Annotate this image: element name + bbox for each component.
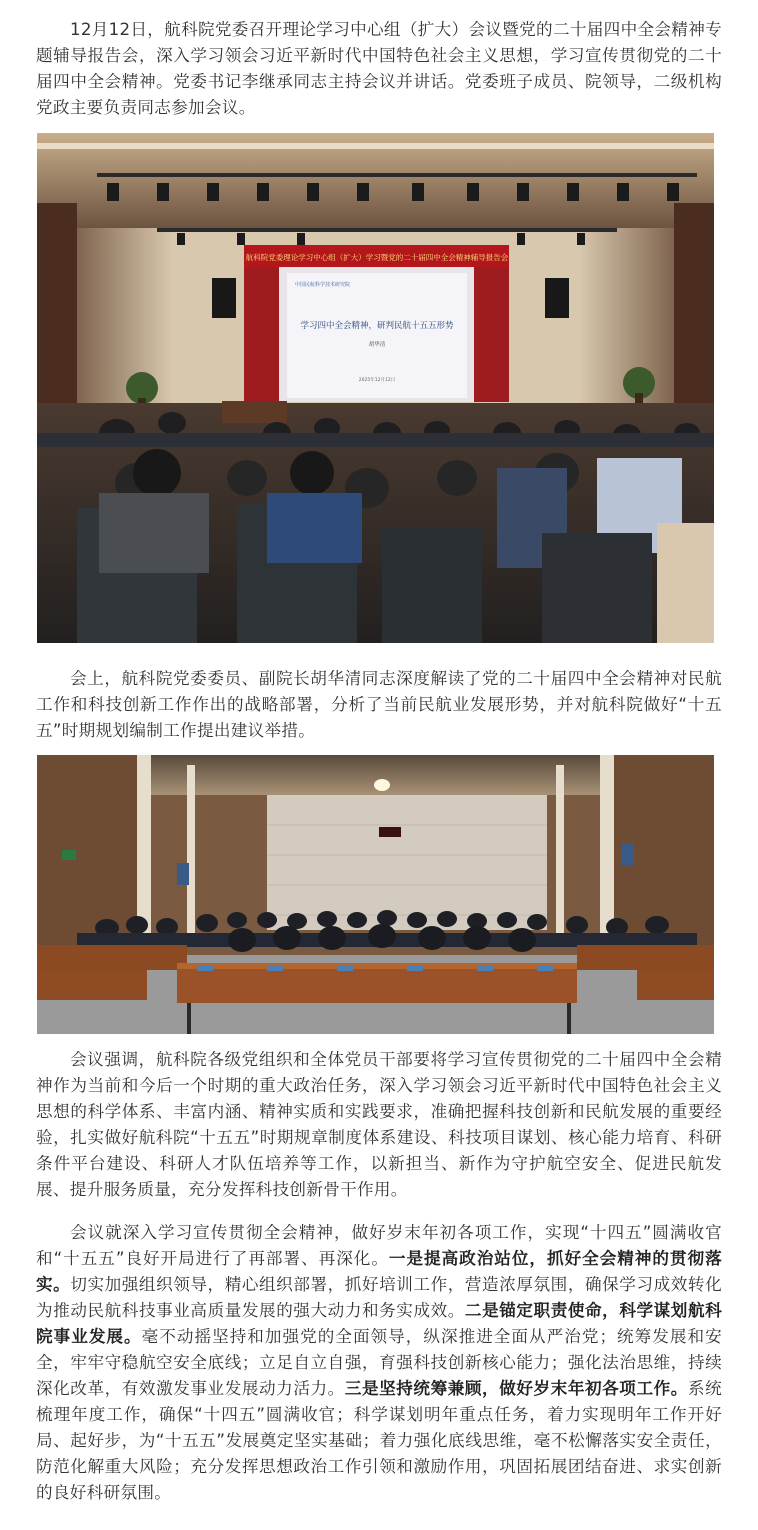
point-three-text: 系统梳理年度工作，确保“十四五”圆满收官；科学谋划明年重点任务，着力实现明年工作开好局、起好步，为“十五五”发展奠定坚实基础；着力强化底线思维，毫不松懈落实安全责任，防范化解重大风险；充分发挥思想政治工作引领和激励作用，巩固拓展团结奋进、求实创新的良好科研氛围。 [36,1379,722,1502]
point-one-heading: 一是提高政治站位，抓好全会精神的贯彻落实。 [36,1249,722,1294]
emphasis-paragraph: 会议强调，航科院各级党组织和全体党员干部要将学习宣传贯彻党的二十届四中全会精神作为当前和今后一个时期的重大政治任务，深入学习领会习近平新时代中国特色社会主义思想的科学体系、丰富内涵、精神实质和实践要求，准确把握科技创新和民航发展的重要经验，扎实做好航科院“十五五”时期规章制度体系建设、科技项目谋划、核心能力培育、科研条件平台建设、科研人才队伍培养等工作，以新担当、新作为守护航空安全、促进民航发展、提升服务质量，充分发挥科技创新骨干作用。 [36,1050,722,1199]
meeting-photo-2 [37,755,714,1034]
point-two-text: 毫不动摇坚持和加强党的全面领导，纵深推进全面从严治党；统筹发展和安全，牢牢守稳航空安全底线；立足自立自强，育强科技创新核心能力；强化法治思维，持续深化改革，有效激发事业发展动力活力。 [36,1327,722,1398]
point-one-text: 切实加强组织领导，精心组织部署，抓好培训工作，营造浓厚氛围，确保学习成效转化为推动民航科技事业高质量发展的强大动力和务实成效。 [36,1275,722,1320]
meeting-photo-1 [37,133,714,643]
point-three-heading: 三是坚持统筹兼顾，做好岁末年初各项工作。 [344,1379,688,1398]
point-two-heading: 二是锚定职责使命，科学谋划航科院事业发展。 [36,1301,723,1346]
deployment-paragraph [36,1220,722,1506]
slide-header: 中国民航科学技术研究院 [295,282,351,288]
deployment-intro: 会议就深入学习宣传贯彻全会精神，做好岁末年初各项工作，实现“十四五”圆满收官和“十五五”良好开局进行了再部署、再深化。 [36,1223,722,1268]
speech-paragraph: 会上，航科院党委委员、副院长胡华清同志深度解读了党的二十届四中全会精神对民航工作和科技创新工作作出的战略部署，分析了当前民航业发展形势，并对航科院做好“十五五”时期规划编制工作提出建议举措。 [36,669,722,740]
intro-paragraph: 12月12日，航科院党委召开理论学习中心组（扩大）会议暨党的二十届四中全会精神专题辅导报告会，深入学习领会习近平新时代中国特色社会主义思想，学习宣传贯彻党的二十届四中全会精神。党委书记李继承同志主持会议并讲话。党委班子成员、院领导，二级机构党政主要负责同志参加会议。 [36,20,722,117]
stage-banner-text: 航科院党委理论学习中心组（扩大）学习暨党的二十届四中全会精神辅导报告会 [245,253,509,262]
slide-speaker: 胡华清 [368,342,386,348]
slide-title: 学习四中全会精神，研判民航十五五形势 [300,321,454,331]
slide-date: 2025年12月12日 [358,378,396,383]
